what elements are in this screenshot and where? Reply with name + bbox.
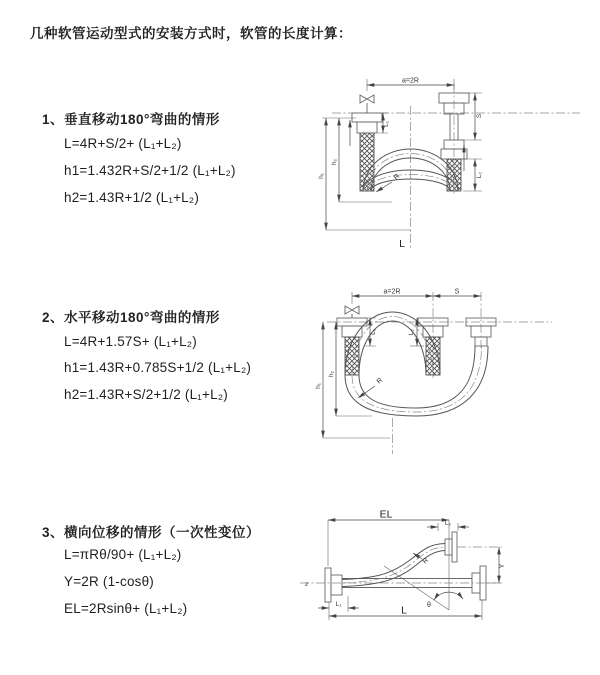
dim-label-h2: h₂ (331, 158, 338, 166)
section2-formula-h1: h1=1.43R+0.785S+1/2 (L₁+L₂) (64, 360, 252, 375)
angle-label: θ (427, 602, 431, 609)
hose-pos2-centerline (352, 346, 482, 412)
dim-label-a2r: a=2R (383, 288, 401, 296)
diagram-vertical-180-bend (312, 66, 588, 256)
section1-formula-h1: h1=1.432R+S/2+1/2 (L₁+L₂) (64, 163, 236, 178)
right-braided-hose (447, 159, 461, 191)
section3-formula-y: Y=2R (1-cosθ) (64, 574, 155, 589)
radius-label: R (375, 376, 385, 386)
dim-label-l: L (401, 604, 407, 617)
diagram-horizontal-180-bend (312, 286, 588, 458)
section2-heading: 2、水平移动180°弯曲的情形 (42, 310, 220, 325)
radius-label: R (421, 556, 431, 566)
dim-label-h1: h₁ (318, 173, 325, 179)
dim-label-l1: L₁ (370, 329, 377, 335)
radius-label: R (392, 172, 402, 182)
section3-heading: 3、横向位移的情形（一次性变位） (42, 525, 261, 540)
valve-icon (360, 95, 374, 103)
section2-formula-h2: h2=1.43R+S/2+1/2 (L₁+L₂) (64, 387, 228, 402)
dim-label-l2: L₂ (408, 328, 415, 336)
hose-lower-edge (342, 551, 445, 587)
dim-label-l1: L₁ (383, 121, 390, 127)
section1-formula-length: L=4R+S/2+ (L₁+L₂) (64, 136, 182, 151)
angle-arc (434, 592, 463, 600)
dim-label-l2: L₂ (476, 171, 483, 179)
hose-centerline (342, 547, 445, 583)
section1-heading: 1、垂直移动180°弯曲的情形 (42, 112, 220, 127)
radius-leader (358, 386, 375, 398)
dim-label-h1: h₁ (315, 383, 322, 389)
left-flange-plate (325, 568, 331, 602)
dim-label-y: Y (499, 563, 506, 569)
section1-formula-h2: h2=1.43R+1/2 (L₁+L₂) (64, 190, 200, 205)
valve-icon (345, 306, 359, 314)
radius-construction-line (384, 566, 449, 610)
upper-flange-plate (452, 532, 457, 562)
dim-label-l2: L₂ (444, 520, 452, 527)
dim-label-h2: h₂ (328, 370, 335, 378)
section3-formula-length: L=πRθ/90+ (L₁+L₂) (64, 547, 182, 562)
upper-flange-hub (445, 539, 452, 555)
dim-label-l1: L₁ (335, 601, 342, 608)
section2-formula-length: L=4R+1.57S+ (L₁+L₂) (64, 334, 197, 349)
hose-pos2-inner-edge (359, 346, 475, 408)
section3-formula-el: EL=2Rsinθ+ (L₁+L₂) (64, 601, 188, 616)
break-mark: z (305, 581, 309, 588)
dim-label-a2r: a=2R (402, 77, 419, 85)
hose-pos2-outer-edge (345, 346, 488, 416)
left-flange-lower (357, 122, 377, 133)
page-title: 几种软管运动型式的安装方式时，软管的长度计算： (30, 26, 352, 41)
diagram-lateral-displacement (296, 506, 596, 634)
dim-label-el: EL (379, 508, 393, 521)
dim-label-s: S (454, 288, 460, 296)
left-flange-upper (352, 113, 382, 122)
left-flange-hub (331, 575, 342, 595)
length-label: L (399, 238, 405, 250)
dim-label-s: S (476, 113, 483, 119)
